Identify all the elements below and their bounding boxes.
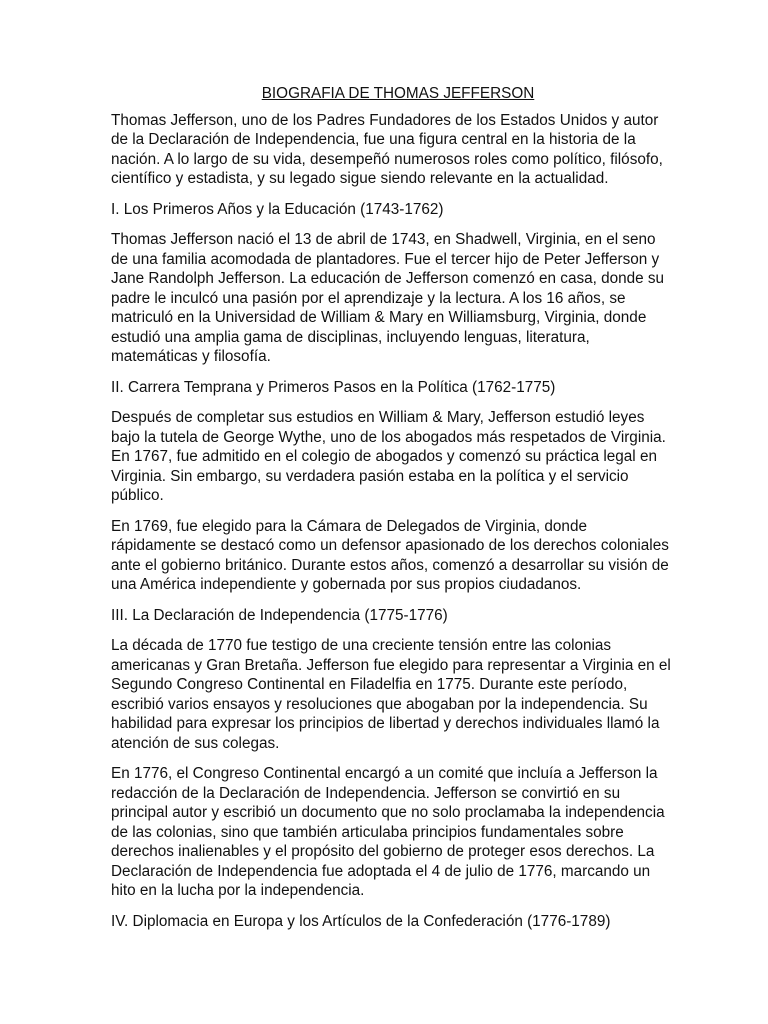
- section-heading-2: II. Carrera Temprana y Primeros Pasos en la Política (1762-1775): [111, 378, 556, 396]
- section-heading-4: IV. Diplomacia en Europa y los Artículos de la Confederación (1776-1789): [111, 912, 611, 930]
- section-heading-1: I. Los Primeros Años y la Educación (1743-1762): [111, 200, 444, 218]
- section-3-paragraph-1: La década de 1770 fue testigo de una creciente tensión entre las colonias americanas y Gran Bretaña. Jefferson fue elegido para representar a Virginia en el Segundo Congreso Continental en Filadelfia en 1775. Durante este período, escribió varios ensayos y resoluciones que abogaban por la independencia. Su habilidad para expresar los principios de libertad y derechos individuales llamó la atención de sus colegas.: [111, 637, 671, 752]
- section-2-paragraph-2: En 1769, fue elegido para la Cámara de Delegados de Virginia, donde rápidamente se destacó como un defensor apasionado de los derechos coloniales ante el gobierno británico. Durante estos años, comenzó a desarrollar su visión de una América independiente y gobernada por sus propios ciudadanos.: [111, 517, 669, 593]
- section-1-paragraph-1: Thomas Jefferson nació el 13 de abril de 1743, en Shadwell, Virginia, en el seno de una familia acomodada de plantadores. Fue el tercer hijo de Peter Jefferson y Jane Randolph Jefferson. La educación de Jefferson comenzó en casa, donde su padre le inculcó una pasión por el aprendizaje y la lectura. A los 16 años, se matriculó en la Universidad de William & Mary en Williamsburg, Virginia, donde estudió una amplia gama de disciplinas, incluyendo lenguas, literatura, matemáticas y filosofía.: [111, 231, 665, 365]
- section-3-paragraph-2: En 1776, el Congreso Continental encargó a un comité que incluía a Jefferson la redacción de la Declaración de Independencia. Jefferson se convirtió en su principal autor y escribió un documento que no solo proclamaba la independencia de las colonias, sino que también articulaba principios fundamentales sobre derechos inalienables y el propósito del gobierno de proteger esos derechos. La Declaración de Independencia fue adoptada el 4 de julio de 1776, marcando un hito en la lucha por la independencia.: [111, 765, 665, 899]
- document-title: BIOGRAFIA DE THOMAS JEFFERSON: [261, 85, 535, 102]
- section-heading-3: III. La Declaración de Independencia (1775-1776): [111, 606, 448, 624]
- intro-paragraph: Thomas Jefferson, uno de los Padres Fundadores de los Estados Unidos y autor de la Declaración de Independencia, fue una figura central en la historia de la nación. A lo largo de su vida, desempeñó numerosos roles como político, filósofo, científico y estadista, y su legado sigue siendo relevante en la actualidad.: [111, 111, 663, 187]
- document-body: [111, 84, 671, 942]
- section-2-paragraph-1: Después de completar sus estudios en William & Mary, Jefferson estudió leyes bajo la tutela de George Wythe, uno de los abogados más respetados de Virginia. En 1767, fue admitido en el colegio de abogados y comenzó su práctica legal en Virginia. Sin embargo, su verdadera pasión estaba en la política y el servicio público.: [111, 409, 666, 504]
